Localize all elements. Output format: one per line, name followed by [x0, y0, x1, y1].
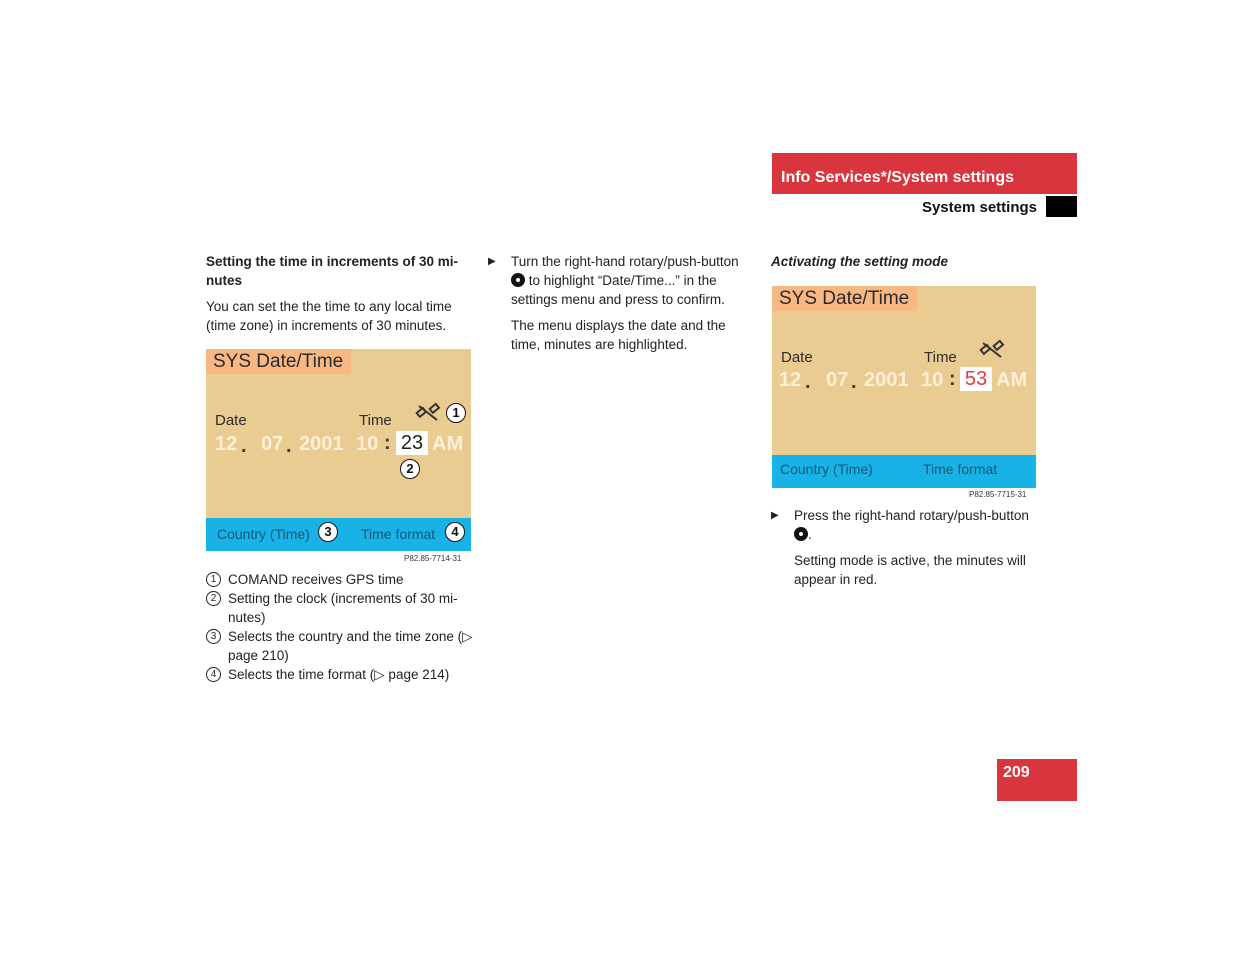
date-sep: .: [851, 371, 857, 393]
screen-title: SYS Date/Time: [206, 349, 351, 374]
callout-3: 3: [318, 522, 338, 542]
legend-text: COMAND receives GPS time: [228, 572, 404, 587]
time-label: Time: [924, 349, 957, 366]
screen-date-time-1: [206, 349, 471, 551]
date-month: 07: [261, 433, 284, 455]
col1-heading: Setting the time in increments of 30 mi-nutes: [206, 254, 459, 288]
step-result: Setting mode is active, the minutes will appear in red.: [794, 553, 1026, 587]
column-right-steps: [771, 506, 1039, 596]
step-result: The menu displays the date and the time, minutes are highlighted.: [511, 318, 726, 352]
page-number: 209: [1003, 764, 1030, 781]
time-colon: :: [949, 368, 956, 390]
step-arrow-icon: ▶: [488, 256, 496, 267]
step-text-post: .: [808, 527, 812, 542]
satellite-icon: [415, 402, 441, 424]
legend-item: [206, 627, 476, 665]
instruction-step: [771, 506, 1039, 544]
date-day: 12: [779, 369, 802, 391]
step-text-post: to highlight “Date/Time...” in the settings menu and press to confirm.: [511, 273, 725, 307]
legend-item: [206, 589, 476, 627]
column-left: [206, 252, 472, 342]
legend-text: Setting the clock (increments of 30 mi-nutes): [228, 591, 458, 625]
legend-number: 3: [206, 629, 221, 644]
rotary-button-icon: [794, 527, 808, 541]
figure-caption-2: P82.85-7715-31: [969, 490, 1027, 499]
date-month: 07: [826, 369, 849, 391]
date-sep: .: [805, 371, 811, 393]
subsection-title: System settings: [921, 199, 1037, 216]
step-arrow-icon: ▶: [771, 510, 779, 521]
date-label: Date: [781, 349, 813, 366]
time-hour: 10: [356, 433, 379, 455]
legend-number: 1: [206, 572, 221, 587]
figure-caption-1: P82.85-7714-31: [404, 554, 462, 563]
time-hour: 10: [921, 369, 944, 391]
legend-item: [206, 665, 476, 684]
bar-country-time: Country (Time): [217, 526, 310, 542]
column-right: [771, 252, 1039, 278]
callout-2: 2: [400, 459, 420, 479]
time-minute-highlight: 53: [960, 367, 992, 391]
col3-heading: Activating the setting mode: [771, 254, 949, 269]
screen-title: SYS Date/Time: [772, 286, 917, 311]
time-label: Time: [359, 412, 392, 429]
step-text-pre: Turn the right-hand rotary/push-button: [511, 254, 739, 269]
time-ampm: AM: [996, 369, 1028, 391]
date-year: 2001: [864, 369, 909, 391]
col1-intro: You can set the the time to any local time (time zone) in increments of 30 minutes.: [206, 299, 452, 333]
bar-time-format: Time format: [361, 526, 436, 542]
legend-number: 2: [206, 591, 221, 606]
callout-4: 4: [445, 522, 465, 542]
callout-legend: [206, 570, 476, 684]
step-text-pre: Press the right-hand rotary/push-button: [794, 508, 1029, 523]
screen-date-time-2: [772, 286, 1036, 488]
time-colon: :: [384, 432, 391, 454]
bar-country-time: Country (Time): [780, 461, 873, 477]
callout-1: 1: [446, 403, 466, 423]
bar-time-format: Time format: [923, 461, 998, 477]
screen-bottom-bar: [206, 518, 471, 551]
section-title: Info Services*/System settings: [781, 169, 1014, 186]
time-ampm: AM: [432, 433, 464, 455]
instruction-step: [488, 252, 756, 309]
legend-text: Selects the time format (▷ page 214): [228, 667, 450, 682]
screen-bottom-bar: [772, 455, 1036, 488]
legend-item: [206, 570, 476, 589]
date-day: 12: [215, 433, 238, 455]
column-middle: [488, 252, 756, 361]
date-sep: .: [241, 435, 247, 457]
legend-number: 4: [206, 667, 221, 682]
date-sep: .: [286, 435, 292, 457]
date-year: 2001: [299, 433, 344, 455]
rotary-button-icon: [511, 273, 525, 287]
legend-text: Selects the country and the time zone (▷ page 210): [228, 629, 473, 663]
header-marker: [1046, 196, 1077, 217]
time-minute-highlight: 23: [396, 431, 428, 455]
satellite-icon: [979, 339, 1005, 361]
date-label: Date: [215, 412, 247, 429]
